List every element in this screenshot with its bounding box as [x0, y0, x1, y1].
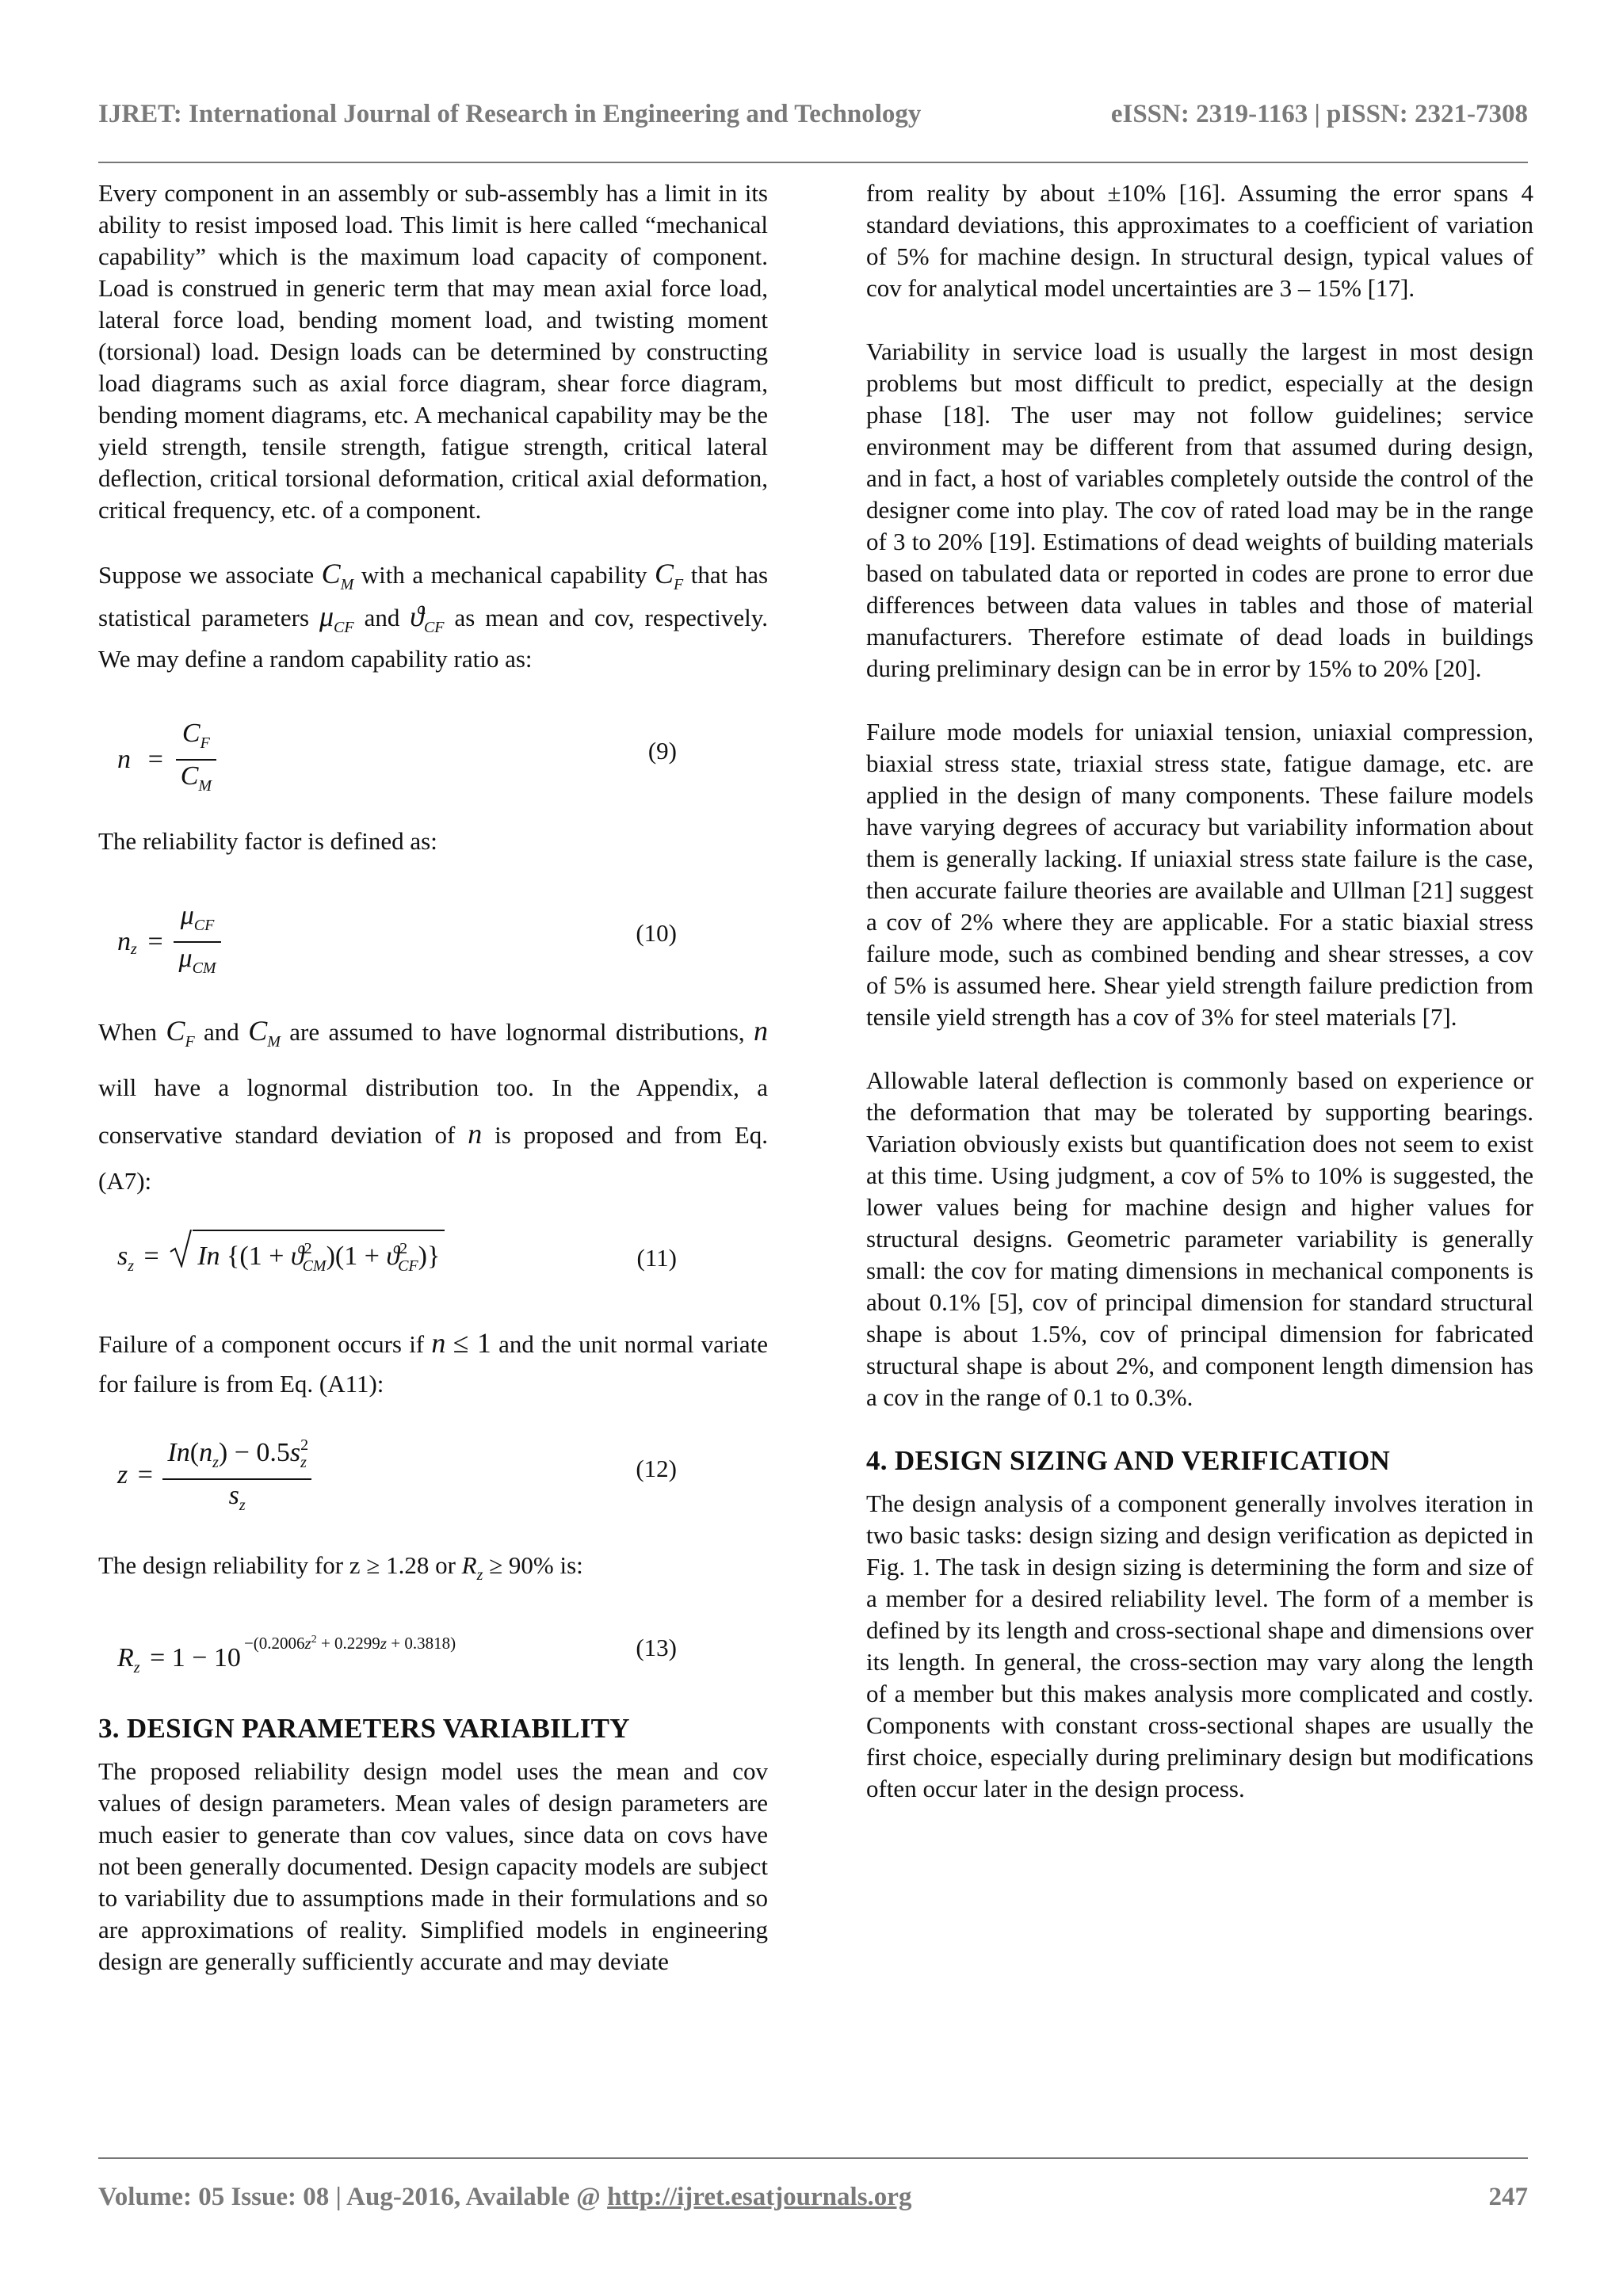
- paragraph-design-reliability: The design reliability for z ≥ 1.28 or $R_z \ge 90\%$ is:: [98, 1551, 583, 1584]
- paragraph-failure-modes: Failure mode models for uniaxial tension, uniaxial compression, biaxial stress state, triaxial stress state, fatigue damage, etc. are applied in the design of many components. These failure models have varying degrees of accuracy but variability information about them is generally lacking. If uniaxial stress state failure is the case, then accurate failure theories are available and Ullman [21] suggest a cov of 2% where they are applicable. For a static biaxial stress failure mode, such as combined bending and shear stresses, a cov of 5% is assumed here. Shear yield strength failure prediction from tensile yield strength has a cov of 3% for steel materials [7].: [866, 718, 1533, 1031]
- paragraph-design-sizing: The design analysis of a component generally involves iteration in two basic tasks: design sizing and design verification as depicted in Fig. 1. The task in design sizing is determining the form and size of a member for a desired reliability level. The form of a member is defined by its length and cross-sectional shape and dimensions over its length. In general, the cross-section may vary along the length of a member but this makes analysis more complicated and costly. Components with constant cross-sectional shapes are usually the first choice, especially during preliminary design but modifications often occur later in the design process.: [866, 1489, 1533, 1802]
- paragraph-lognormal: When $C_F$ and $C_M$ are assumed to have lognormal distributions, n will have a lognormal distribution too. In the Appendix, a conservative standard deviation of n is proposed and from Eq. (A7):: [98, 1015, 769, 1195]
- equation-13-number: (13): [636, 1634, 677, 1661]
- equation-13: $R_z = 1 - 10$ $^{-(0.2006z^2 + 0.2299z + 0.3818)}$ (13): [117, 1634, 677, 1676]
- journal-link[interactable]: http://ijret.esatjournals.org: [607, 2183, 912, 2211]
- paragraph-service-load: Variability in service load is usually the largest in most design problems but most difficult to predict, especially at the design phase [18]. The user may not follow guidelines; service environment may be different from that assumed during design, and in fact, a host of variables completely outside the control of the designer come into play. The cov of rated load may be in the range of 3 to 20% [19]. Estimations of dead weights of building materials based on tabulated data or reported in codes are prone to error due differences between data values in tables and those of material manufacturers. Therefore estimate of dead loads in buildings during preliminary design can be in error by 15% to 20% [20].: [866, 338, 1533, 682]
- equation-11-number: (11): [636, 1244, 677, 1272]
- paragraph-model-error: from reality by about ±10% [16]. Assuming the error spans 4 standard deviations, this approximates to a coefficient of variation of 5% for machine design. In structural design, typical values of cov for analytical model uncertainties are 3 – 15% [17].: [866, 179, 1533, 302]
- journal-title: IJRET: International Journal of Research in Engineering and Technology: [98, 100, 922, 128]
- page-number: 247: [1488, 2183, 1528, 2211]
- section-heading-3: 3. DESIGN PARAMETERS VARIABILITY: [98, 1713, 630, 1744]
- paragraph-failure: Failure of a component occurs if n ≤ 1 and the unit normal variate for failure is from Eq. (A11):: [98, 1327, 769, 1398]
- paragraph-reliability-factor: The reliability factor is defined as:: [98, 827, 437, 855]
- volume-info: Volume: 05 Issue: 08 | Aug-2016, Available @: [98, 2183, 601, 2211]
- equation-12-number: (12): [636, 1455, 677, 1482]
- header-rule: [98, 162, 1528, 163]
- section-heading-4: 4. DESIGN SIZING AND VERIFICATION: [866, 1445, 1391, 1476]
- paragraph-mechanical-capability: Every component in an assembly or sub-assembly has a limit in its ability to resist imposed load. This limit is here called “mechanical capability” which is the maximum load capacity of component. Load is construed in generic term that may mean axial force load, lateral force load, bending moment load, and twisting moment (torsional) load. Design loads can be determined by constructing load diagrams such as axial force diagram, shear force diagram, bending moment diagrams, etc. A mechanical capability may be the yield strength, tensile strength, fatigue strength, critical lateral deflection, critical torsional deformation, critical axial deformation, critical frequency, etc. of a component.: [98, 179, 768, 524]
- paragraph-lateral-deflection: Allowable lateral deflection is commonly based on experience or the deformation that may be tolerated by supporting bearings. Variation obviously exists but quantification does not seem to exist at this time. Using judgment, a cov of 5% to 10% is suggested, the lower values being for machine design and higher values for structural designs. Geometric parameter variability is generally small: the cov for mating dimensions in mechanical components is about 0.1% [5], cov of principal dimension for standard structural shape is about 1.5%, cov of principal dimension for fabricated structural shape is about 2%, and component length dimension has a cov in the range of 0.1 to 0.3%.: [866, 1066, 1533, 1411]
- equation-9: n = $\frac{C_F}{C_M}$ (9): [117, 719, 677, 795]
- equation-10-number: (10): [636, 919, 677, 947]
- paragraph-capability-ratio: Suppose we associate $C_M$ with a mechanical capability $C_F$ that has statistical parameters $\mu_{CF}$ and $ϑ_{CF}$ as mean and cov, respectively. We may define a random capability ratio as:: [98, 558, 769, 673]
- journal-header: [98, 93, 1528, 138]
- radical-sign: [169, 1230, 193, 1268]
- issn-text: eISSN: 2319-1163 | pISSN: 2321-7308: [1110, 100, 1528, 128]
- paragraph-parameters-variability: The proposed reliability design model uses the mean and cov values of design parameters. Mean vales of design parameters are much easier to generate than cov values, since data on covs have not been generally documented. Design capacity models are subject to variability due to assumptions made in their formulations and so are approximations of reality. Simplified models in engineering design are generally sufficiently accurate and may deviate: [98, 1757, 768, 1975]
- equation-10: $n_z$ = $\frac{\mu_{CF}}{\mu_{CM}}$ (10): [117, 901, 677, 977]
- right-column: [866, 177, 1533, 1836]
- page-footer: [98, 2183, 1528, 2222]
- left-column: [98, 177, 768, 2009]
- footer-rule: [98, 2157, 1528, 2159]
- equation-11: $s_z$ = In $\{(1 + ϑ^2_{CM})(1 + ϑ^2_{CF})\}$ (11): [98, 1220, 768, 1291]
- equation-9-number: (9): [647, 737, 677, 765]
- equation-12: z = $\frac{In(n_z) - 0.5s^2_z}{s_z}$ (12): [98, 1423, 768, 1518]
